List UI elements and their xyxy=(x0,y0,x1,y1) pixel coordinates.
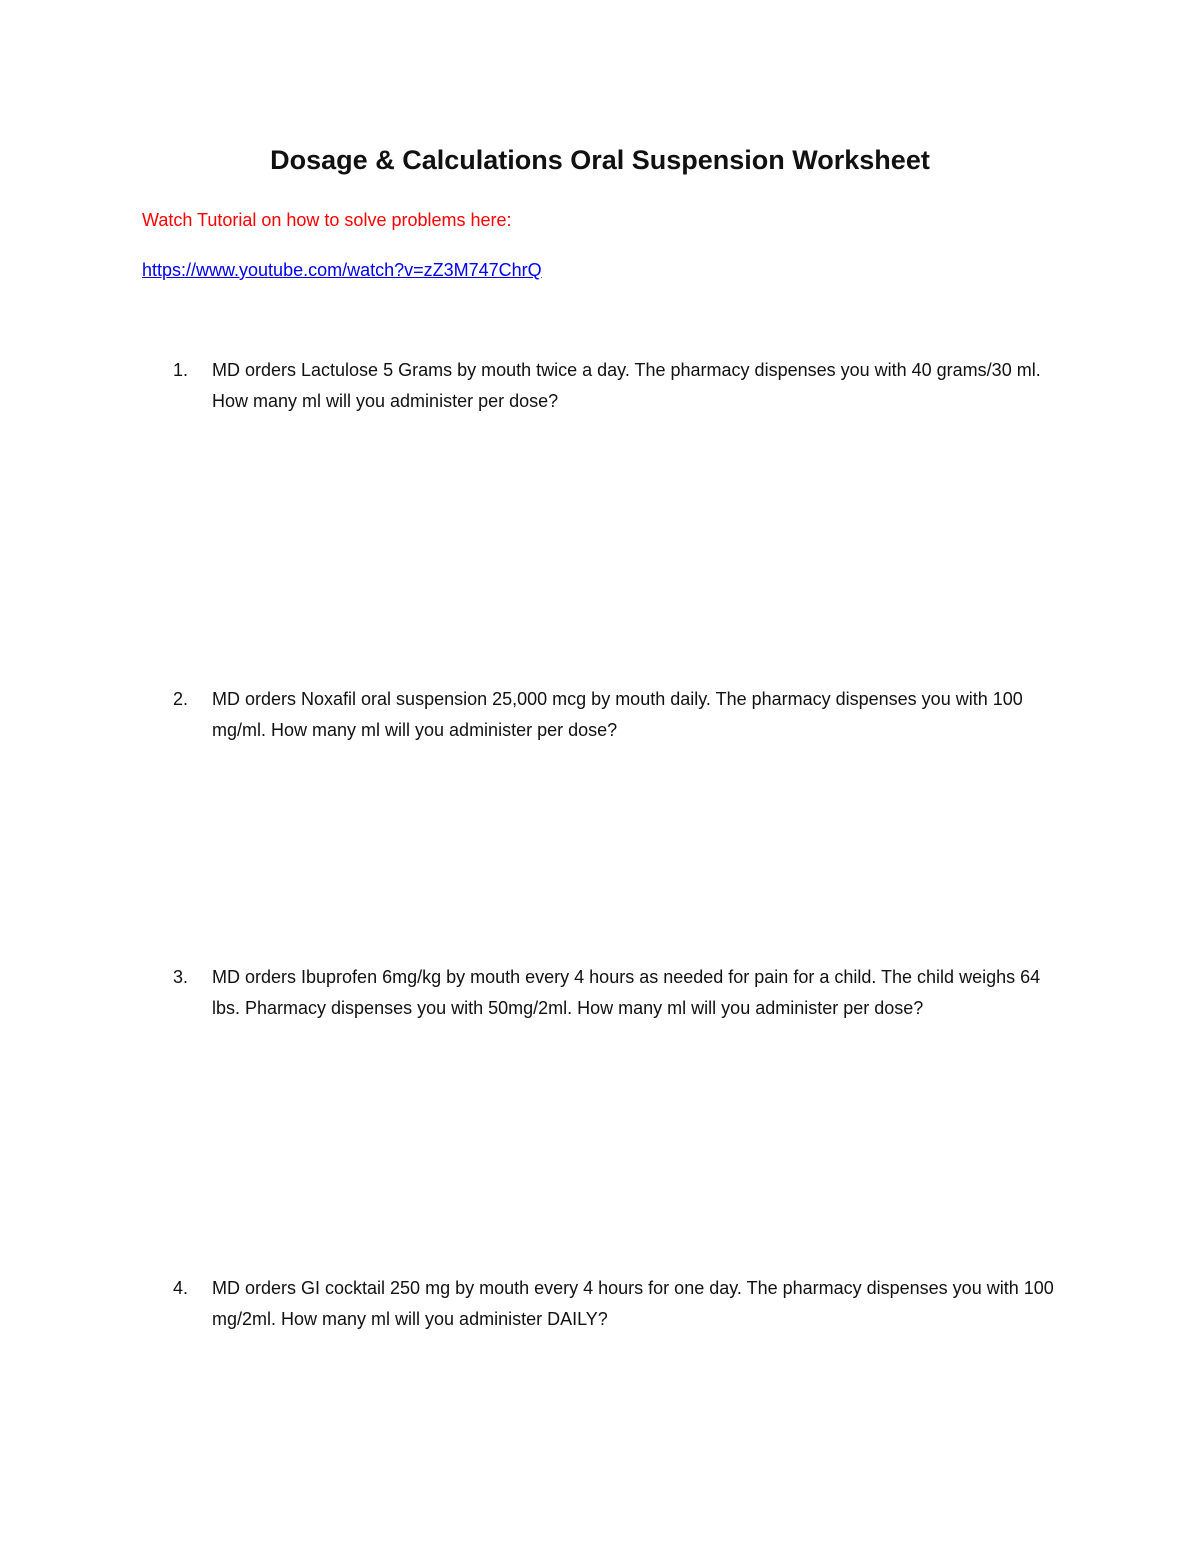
page-title: Dosage & Calculations Oral Suspension Worksheet xyxy=(270,145,930,175)
question-number: 3. xyxy=(173,967,189,987)
tutorial-note: Watch Tutorial on how to solve problems here: xyxy=(142,210,512,230)
question-text: MD orders Ibuprofen 6mg/kg by mouth every 4 hours as needed for pain for a child. The child weighs 64 lbs. Pharmacy dispenses you with 50mg/2ml. How many ml will you administer per dose? xyxy=(212,967,1041,1018)
question-1 xyxy=(142,355,1062,417)
question-4 xyxy=(142,1273,1062,1335)
question-number: 1. xyxy=(173,360,189,380)
question-text: MD orders Noxafil oral suspension 25,000 mcg by mouth daily. The pharmacy dispenses you with 100 mg/ml. How many ml will you administer per dose? xyxy=(212,689,1023,740)
question-text: MD orders GI cocktail 250 mg by mouth every 4 hours for one day. The pharmacy dispenses you with 100 mg/2ml. How many ml will you administer DAILY? xyxy=(212,1278,1054,1329)
tutorial-link[interactable]: https://www.youtube.com/watch?v=zZ3M747ChrQ xyxy=(142,260,542,280)
question-3 xyxy=(142,962,1062,1024)
question-2 xyxy=(142,684,1062,746)
question-number: 2. xyxy=(173,689,189,709)
question-number: 4. xyxy=(173,1278,189,1298)
question-text: MD orders Lactulose 5 Grams by mouth twice a day. The pharmacy dispenses you with 40 grams/30 ml. How many ml will you administer per dose? xyxy=(212,360,1041,411)
